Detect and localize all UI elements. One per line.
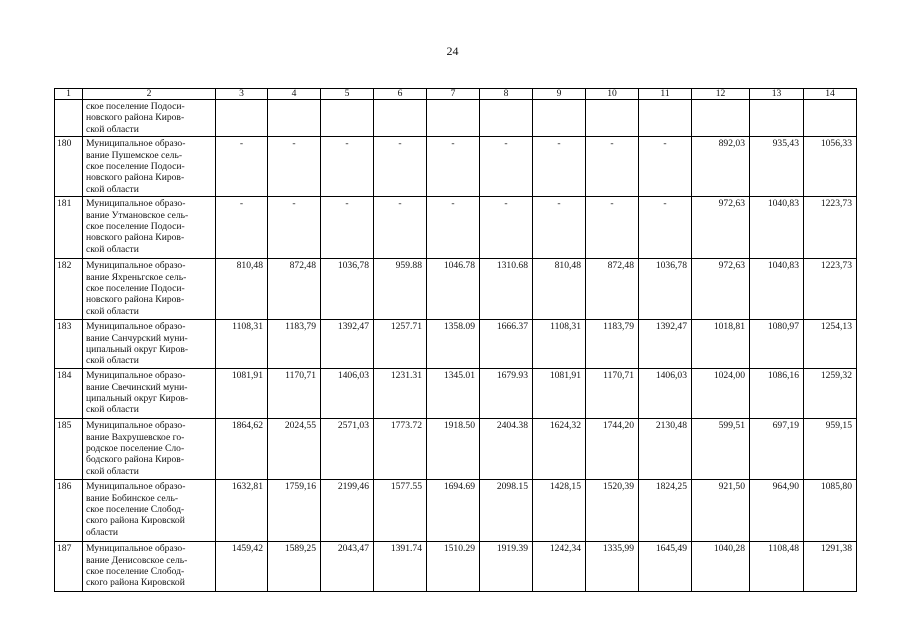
column-header: 13: [750, 89, 804, 100]
value-cell: 1223,73: [804, 197, 857, 259]
value-cell: 2199,46: [321, 480, 374, 542]
value-cell: [804, 100, 857, 137]
table-row: [55, 480, 857, 542]
value-cell: [639, 100, 692, 137]
table-row: [55, 100, 857, 137]
value-cell: 2024,55: [268, 419, 321, 480]
row-number: 185: [55, 419, 83, 480]
value-cell: 892,03: [692, 137, 750, 197]
value-cell: 1824,25: [639, 480, 692, 542]
value-cell: 1428,15: [533, 480, 586, 542]
row-number: 187: [55, 542, 83, 592]
row-number: 181: [55, 197, 83, 259]
value-cell: 2043,47: [321, 542, 374, 592]
municipality-name-line: вание Яхреньгское сель-: [86, 271, 187, 283]
table-row: [55, 137, 857, 197]
value-cell: -: [480, 197, 533, 259]
value-cell: 697,19: [750, 419, 804, 480]
value-cell: 2098.15: [480, 480, 533, 542]
table-row: [55, 542, 857, 592]
value-cell: 1406,03: [321, 369, 374, 419]
value-cell: 1744,20: [586, 419, 639, 480]
value-cell: -: [374, 197, 427, 259]
value-cell: 1108,48: [750, 542, 804, 592]
value-cell: 1040,83: [750, 259, 804, 320]
value-cell: 2571,03: [321, 419, 374, 480]
value-cell: 1086,16: [750, 369, 804, 419]
data-table: [54, 88, 857, 592]
table-row: [55, 197, 857, 259]
municipality-name-line: вание Денисовское сель-: [86, 554, 188, 566]
value-cell: 1024,00: [692, 369, 750, 419]
value-cell: [268, 100, 321, 137]
value-cell: 1046.78: [427, 259, 480, 320]
municipality-name-line: ской области: [86, 123, 139, 135]
value-cell: 1183,79: [268, 320, 321, 369]
value-cell: 1918.50: [427, 419, 480, 480]
value-cell: [480, 100, 533, 137]
value-cell: 921,50: [692, 480, 750, 542]
municipality-name-line: Муниципальное образо-: [86, 198, 186, 210]
row-number: [55, 100, 83, 137]
value-cell: 959,15: [804, 419, 857, 480]
column-header: 12: [692, 89, 750, 100]
municipality-name-line: новского района Киров-: [86, 232, 185, 244]
page-number: 24: [446, 44, 459, 58]
municipality-name-line: родское поселение Сло-: [86, 443, 185, 455]
value-cell: 1170,71: [586, 369, 639, 419]
value-cell: -: [321, 197, 374, 259]
value-cell: 1018,81: [692, 320, 750, 369]
municipality-name-line: новского района Киров-: [86, 294, 185, 306]
value-cell: 1036,78: [321, 259, 374, 320]
value-cell: 2130,48: [639, 419, 692, 480]
value-cell: -: [216, 197, 268, 259]
municipality-name-line: бодского района Киров-: [86, 454, 185, 466]
value-cell: 1223,73: [804, 259, 857, 320]
municipality-name-line: Муниципальное образо-: [86, 138, 186, 150]
row-number: 183: [55, 320, 83, 369]
table-row: [55, 419, 857, 480]
value-cell: 1459,42: [216, 542, 268, 592]
value-cell: [374, 100, 427, 137]
value-cell: [750, 100, 804, 137]
value-cell: 1624,32: [533, 419, 586, 480]
value-cell: 1919.39: [480, 542, 533, 592]
value-cell: 2404.38: [480, 419, 533, 480]
value-cell: 599,51: [692, 419, 750, 480]
value-cell: 1259,32: [804, 369, 857, 419]
municipality-name-line: ского района Кировской: [86, 577, 185, 589]
column-header: 4: [268, 89, 321, 100]
value-cell: 1577.55: [374, 480, 427, 542]
value-cell: [586, 100, 639, 137]
municipality-name-line: новского района Киров-: [86, 112, 185, 124]
value-cell: 1183,79: [586, 320, 639, 369]
column-header: 5: [321, 89, 374, 100]
value-cell: 1257.71: [374, 320, 427, 369]
value-cell: 1864,62: [216, 419, 268, 480]
value-cell: 1520,39: [586, 480, 639, 542]
value-cell: 872,48: [586, 259, 639, 320]
row-number: 182: [55, 259, 83, 320]
municipality-name-cell: [83, 480, 216, 542]
municipality-name-cell: [83, 320, 216, 369]
value-cell: -: [268, 137, 321, 197]
municipality-name-cell: [83, 259, 216, 320]
municipality-name-line: ской области: [86, 404, 139, 416]
value-cell: 1666.37: [480, 320, 533, 369]
value-cell: -: [586, 197, 639, 259]
municipality-name-line: ское поселение Слобод-: [86, 504, 185, 516]
table-header-row: [55, 89, 857, 100]
value-cell: [533, 100, 586, 137]
municipality-name-line: новского района Киров-: [86, 172, 185, 184]
column-header: 10: [586, 89, 639, 100]
value-cell: 872,48: [268, 259, 321, 320]
municipality-name-cell: [83, 137, 216, 197]
column-header: 3: [216, 89, 268, 100]
value-cell: -: [586, 137, 639, 197]
value-cell: 1694.69: [427, 480, 480, 542]
value-cell: -: [427, 137, 480, 197]
municipality-name-line: вание Вахрушевское го-: [86, 431, 185, 443]
municipality-name-line: вание Свечинский муни-: [86, 381, 188, 393]
value-cell: 972,63: [692, 259, 750, 320]
value-cell: -: [427, 197, 480, 259]
value-cell: 1242,34: [533, 542, 586, 592]
value-cell: 1589,25: [268, 542, 321, 592]
municipality-name-cell: [83, 197, 216, 259]
value-cell: 1645,49: [639, 542, 692, 592]
value-cell: 1108,31: [533, 320, 586, 369]
row-number: 180: [55, 137, 83, 197]
value-cell: [216, 100, 268, 137]
value-cell: 1081,91: [533, 369, 586, 419]
value-cell: -: [374, 137, 427, 197]
value-cell: -: [268, 197, 321, 259]
value-cell: 1392,47: [321, 320, 374, 369]
municipality-name-cell: [83, 369, 216, 419]
municipality-name-line: ское поселение Подоси-: [86, 101, 185, 112]
municipality-name-cell: [83, 542, 216, 592]
municipality-name-line: вание Пушемское сель-: [86, 149, 183, 161]
value-cell: 1254,13: [804, 320, 857, 369]
value-cell: -: [480, 137, 533, 197]
value-cell: 1391.74: [374, 542, 427, 592]
value-cell: -: [533, 197, 586, 259]
value-cell: 972,63: [692, 197, 750, 259]
municipality-name-line: ского района Кировской: [86, 515, 185, 527]
municipality-name-line: ской области: [86, 465, 139, 477]
value-cell: 1040,28: [692, 542, 750, 592]
value-cell: -: [639, 197, 692, 259]
value-cell: 1406,03: [639, 369, 692, 419]
table-row: [55, 369, 857, 419]
value-cell: 1040,83: [750, 197, 804, 259]
municipality-name-line: ской области: [86, 243, 139, 255]
value-cell: 1632,81: [216, 480, 268, 542]
value-cell: 1310.68: [480, 259, 533, 320]
column-header: 11: [639, 89, 692, 100]
municipality-name-line: вание Санчурский муни-: [86, 332, 188, 344]
column-header: 1: [55, 89, 83, 100]
value-cell: 1773.72: [374, 419, 427, 480]
table-body: [55, 100, 857, 592]
municipality-name-line: ское поселение Подоси-: [86, 283, 185, 295]
municipality-name-line: Муниципальное образо-: [86, 481, 186, 493]
value-cell: 1679.93: [480, 369, 533, 419]
table-row: [55, 320, 857, 369]
value-cell: [321, 100, 374, 137]
table-row: [55, 259, 857, 320]
row-number: 184: [55, 369, 83, 419]
municipality-name-line: Муниципальное образо-: [86, 420, 186, 432]
column-header: 8: [480, 89, 533, 100]
municipality-name-line: Муниципальное образо-: [86, 370, 186, 382]
column-header: 9: [533, 89, 586, 100]
column-header: 2: [83, 89, 216, 100]
municipality-name-line: ское поселение Слобод-: [86, 566, 185, 578]
municipality-name-line: ципальный округ Киров-: [86, 344, 189, 356]
row-number: 186: [55, 480, 83, 542]
value-cell: 1170,71: [268, 369, 321, 419]
municipality-name-line: Муниципальное образо-: [86, 321, 186, 333]
value-cell: 1291,38: [804, 542, 857, 592]
value-cell: 1036,78: [639, 259, 692, 320]
value-cell: 1080,97: [750, 320, 804, 369]
municipality-name-line: Муниципальное образо-: [86, 260, 186, 272]
municipality-name-line: вание Утмановское сель-: [86, 209, 189, 221]
value-cell: 935,43: [750, 137, 804, 197]
value-cell: 810,48: [216, 259, 268, 320]
municipality-name-line: ской области: [86, 305, 139, 317]
value-cell: [427, 100, 480, 137]
value-cell: -: [321, 137, 374, 197]
municipality-name-line: ской области: [86, 183, 139, 195]
value-cell: 1392,47: [639, 320, 692, 369]
value-cell: -: [216, 137, 268, 197]
value-cell: 959.88: [374, 259, 427, 320]
value-cell: -: [639, 137, 692, 197]
value-cell: 964,90: [750, 480, 804, 542]
municipality-name-line: вание Бобинское сель-: [86, 492, 179, 504]
value-cell: 1358.09: [427, 320, 480, 369]
value-cell: -: [533, 137, 586, 197]
municipality-name-line: ское поселение Подоси-: [86, 161, 185, 173]
value-cell: 1335,99: [586, 542, 639, 592]
value-cell: 1108,31: [216, 320, 268, 369]
data-table-wrapper: [54, 88, 857, 592]
municipality-name-cell: [83, 419, 216, 480]
value-cell: 810,48: [533, 259, 586, 320]
column-header: 14: [804, 89, 857, 100]
municipality-name-line: области: [86, 526, 119, 538]
municipality-name-line: ской области: [86, 355, 139, 367]
municipality-name-cell: [83, 100, 216, 137]
value-cell: 1510.29: [427, 542, 480, 592]
value-cell: 1056,33: [804, 137, 857, 197]
value-cell: 1081,91: [216, 369, 268, 419]
value-cell: 1759,16: [268, 480, 321, 542]
municipality-name-line: ское поселение Подоси-: [86, 221, 185, 233]
column-header: 7: [427, 89, 480, 100]
municipality-name-line: ципальный округ Киров-: [86, 393, 189, 405]
value-cell: [692, 100, 750, 137]
municipality-name-line: Муниципальное образо-: [86, 543, 186, 555]
value-cell: 1231.31: [374, 369, 427, 419]
value-cell: 1345.01: [427, 369, 480, 419]
value-cell: 1085,80: [804, 480, 857, 542]
column-header: 6: [374, 89, 427, 100]
